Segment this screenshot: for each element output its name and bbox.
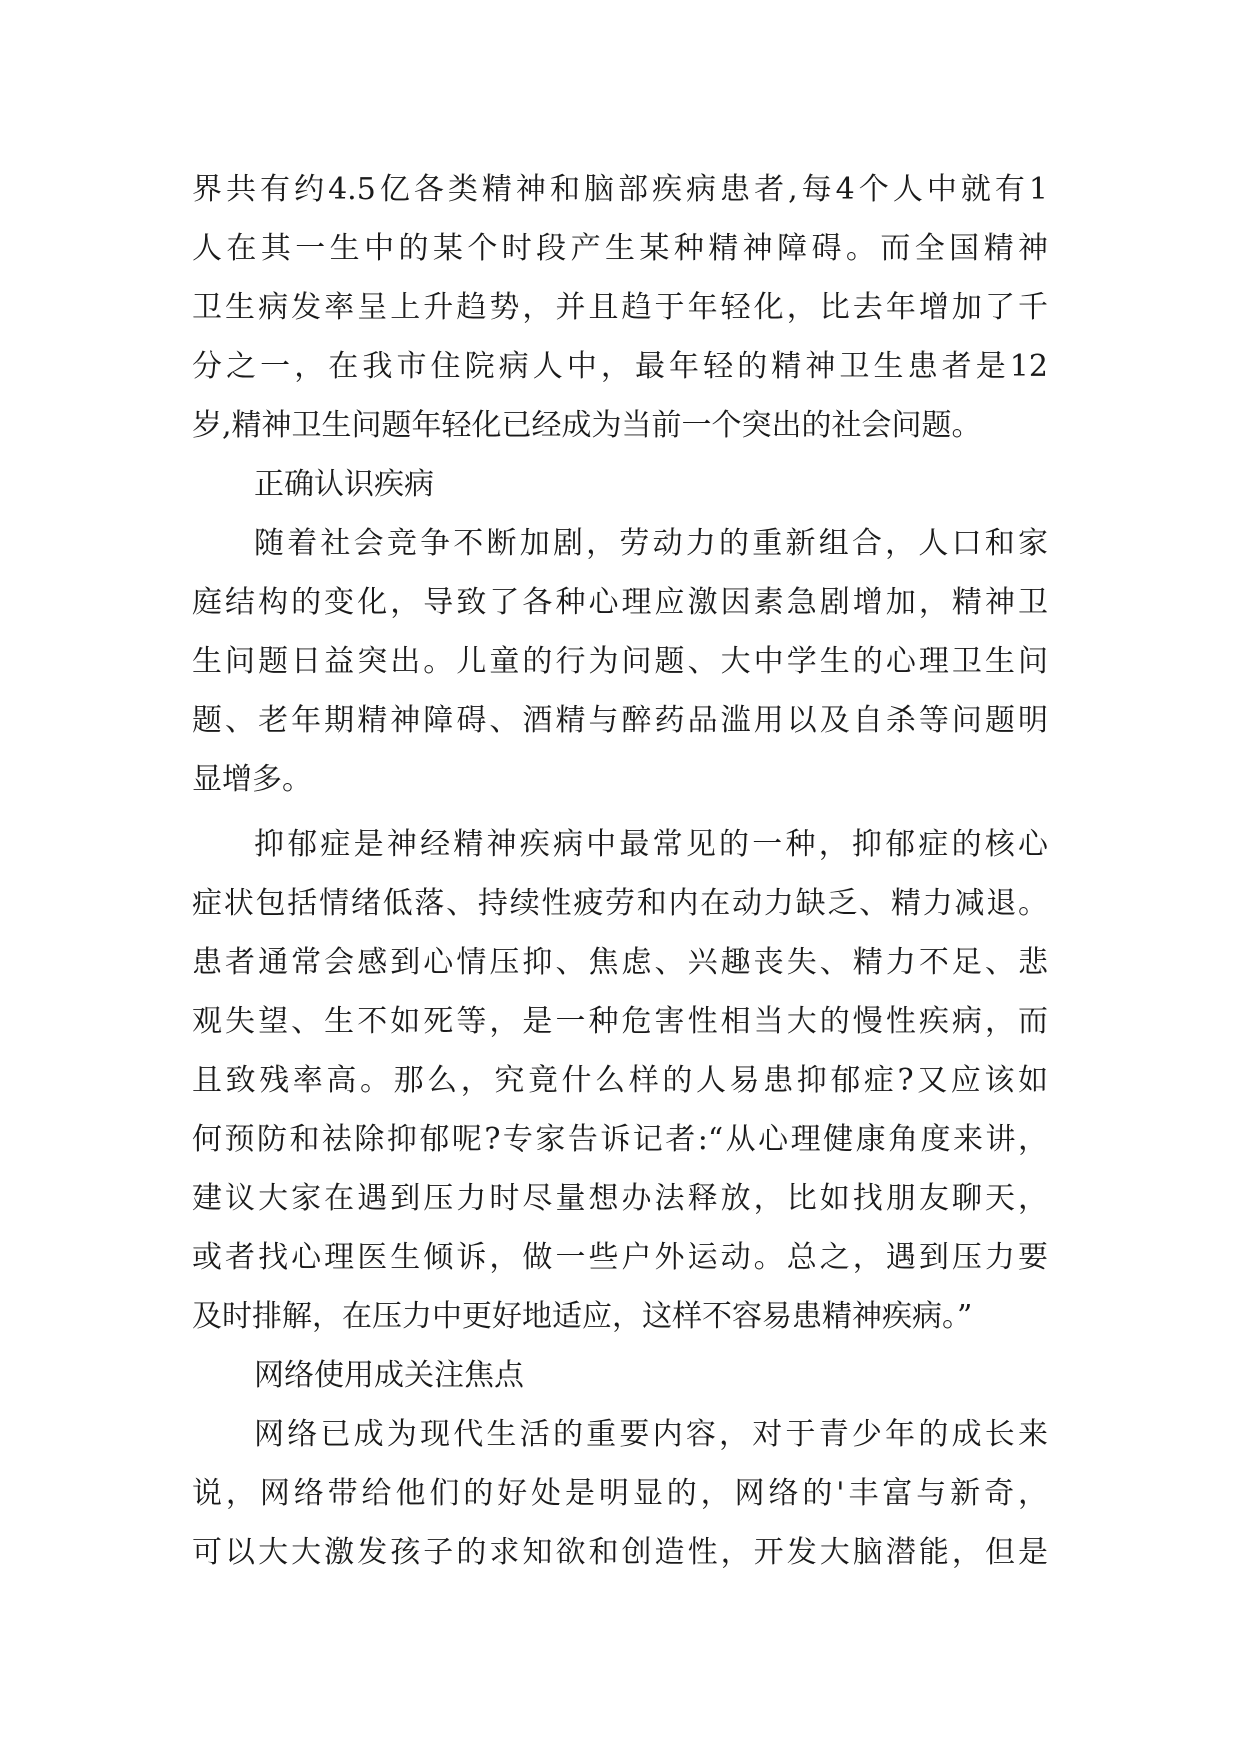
- text-line: 随着社会竞争不断加剧，劳动力的重新组合，人口和家: [254, 526, 1048, 561]
- text-line: 或者找心理医生倾诉，做一些户外运动。总之，遇到压力要: [192, 1240, 1048, 1275]
- text-line: 庭结构的变化，导致了各种心理应激因素急剧增加，精神卫: [192, 585, 1048, 620]
- text-line: 症状包括情绪低落、持续性疲劳和内在动力缺乏、精力减退。: [192, 886, 1048, 921]
- text-line: 显增多。: [192, 762, 312, 797]
- text-line: 卫生病发率呈上升趋势，并且趋于年轻化，比去年增加了千: [192, 290, 1048, 325]
- text-line: 人在其一生中的某个时段产生某种精神障碍。而全国精神: [192, 231, 1048, 266]
- text-line: 生问题日益突出。儿童的行为问题、大中学生的心理卫生问: [192, 644, 1048, 679]
- text-line: 抑郁症是神经精神疾病中最常见的一种，抑郁症的核心: [254, 827, 1048, 862]
- text-line: 建议大家在遇到压力时尽量想办法释放，比如找朋友聊天，: [192, 1181, 1048, 1216]
- text-line: 界共有约4.5亿各类精神和脑部疾病患者,每4个人中就有1: [192, 172, 1048, 207]
- text-line: 且致残率高。那么，究竟什么样的人易患抑郁症?又应该如: [192, 1063, 1048, 1098]
- section-heading: 网络使用成关注焦点: [254, 1358, 524, 1393]
- text-line: 分之一，在我市住院病人中，最年轻的精神卫生患者是12: [192, 349, 1048, 384]
- text-line: 说，网络带给他们的好处是明显的，网络的'丰富与新奇，: [192, 1476, 1048, 1511]
- text-line: 何预防和祛除抑郁呢?专家告诉记者:“从心理健康角度来讲，: [192, 1122, 1048, 1157]
- text-line: 患者通常会感到心情压抑、焦虑、兴趣丧失、精力不足、悲: [192, 945, 1048, 980]
- section-heading: 正确认识疾病: [254, 467, 434, 502]
- text-line: 岁,精神卫生问题年轻化已经成为当前一个突出的社会问题。: [192, 408, 982, 443]
- text-line: 题、老年期精神障碍、酒精与醉药品滥用以及自杀等问题明: [192, 703, 1048, 738]
- text-line: 可以大大激发孩子的求知欲和创造性，开发大脑潜能，但是: [192, 1535, 1048, 1570]
- document-body: [192, 160, 1048, 1582]
- text-line: 观失望、生不如死等，是一种危害性相当大的慢性疾病，而: [192, 1004, 1048, 1039]
- text-line: 网络已成为现代生活的重要内容，对于青少年的成长来: [254, 1417, 1048, 1452]
- text-line: 及时排解，在压力中更好地适应，这样不容易患精神疾病。”: [192, 1299, 973, 1334]
